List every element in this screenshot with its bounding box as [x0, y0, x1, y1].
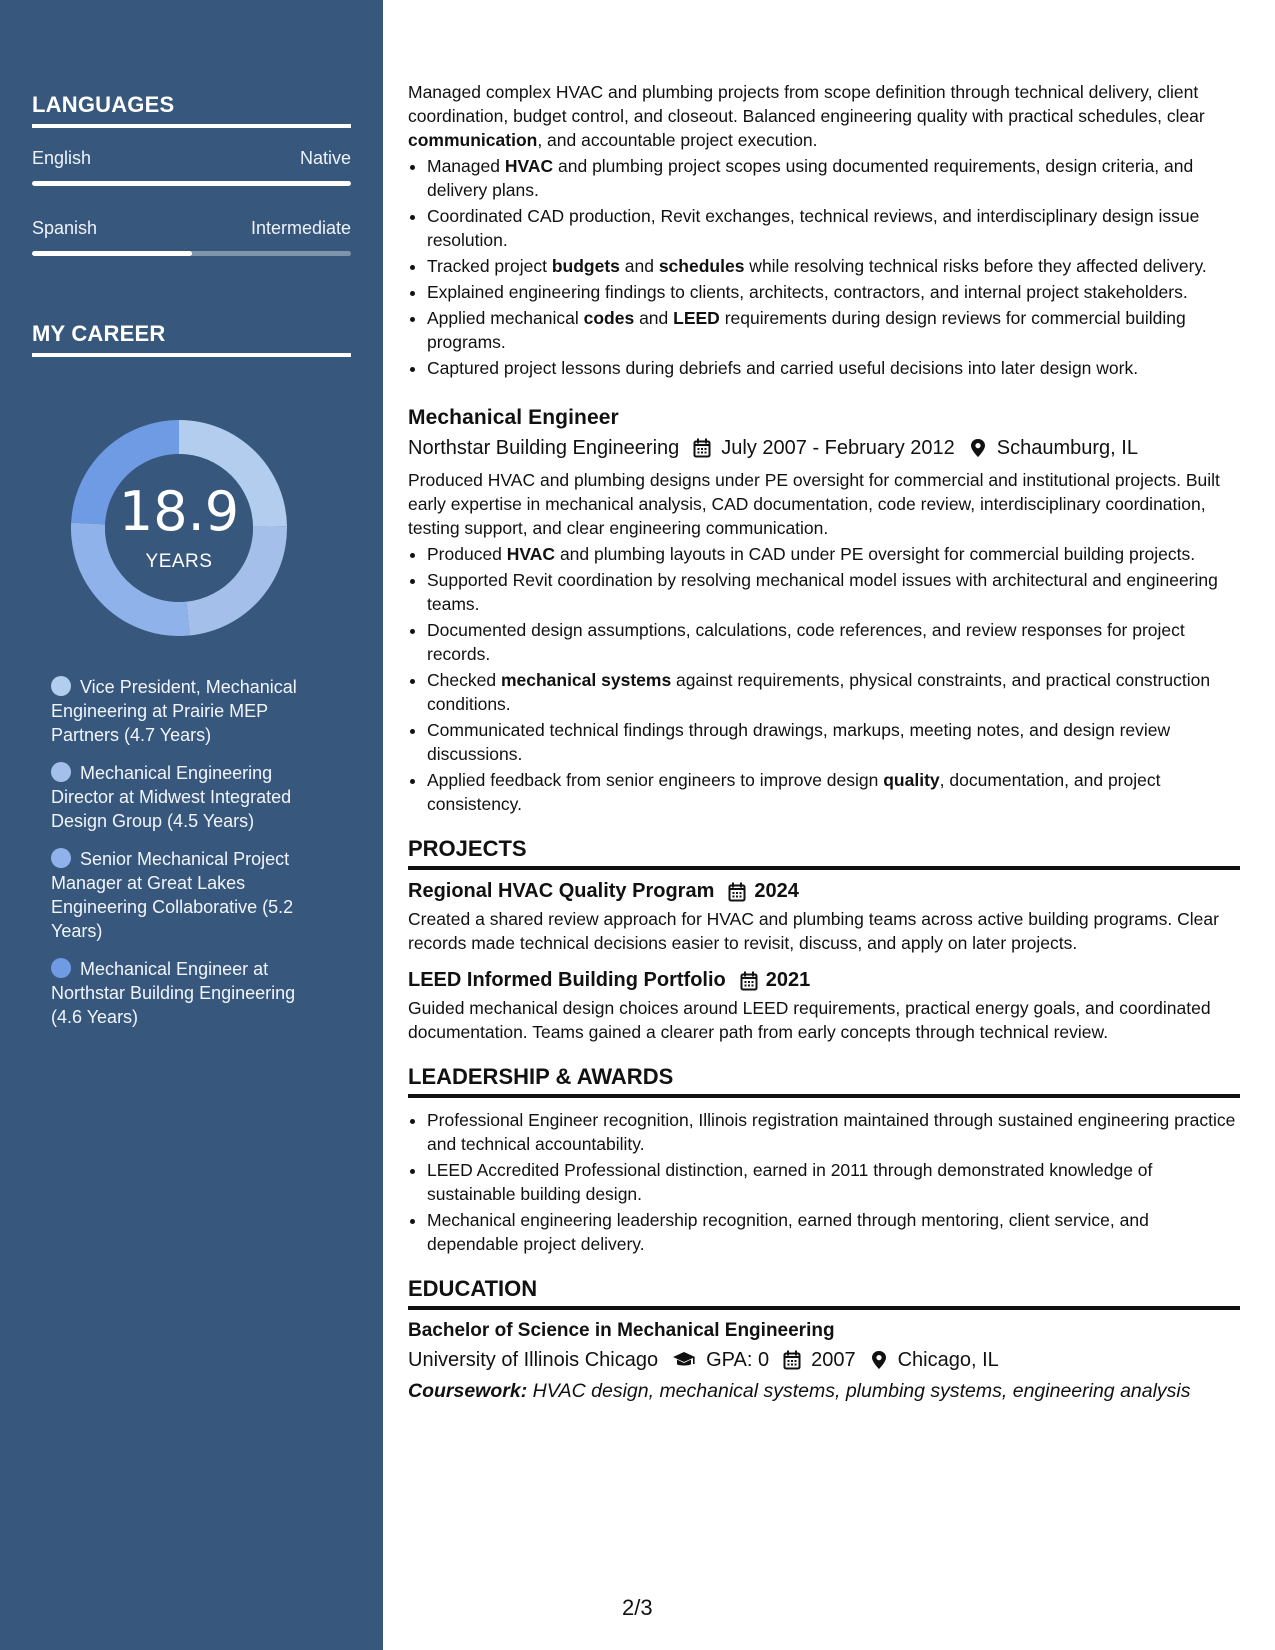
project-year: 2021 — [765, 969, 811, 991]
award-item: • LEED Accredited Professional distinction, earned in 2011 through demonstrated knowledge of sustainable building design. — [427, 1158, 1240, 1206]
project-year: 2024 — [754, 880, 799, 902]
award-item: • Professional Engineer recognition, Illinois registration maintained through sustained engineering practice and technical accountability. — [427, 1108, 1240, 1156]
language-item — [32, 148, 351, 186]
calendar-icon — [783, 1350, 801, 1370]
career-dot — [51, 848, 71, 868]
language-proficiency-bar — [32, 251, 351, 256]
bullet-item: • Explained engineering findings to clients, architects, contractors, and internal project stakeholders. — [427, 280, 1240, 304]
location-pin-icon — [969, 438, 987, 458]
project-title: LEED Informed Building Portfolio — [408, 969, 726, 991]
career-text: Mechanical Engineering Director at Midwest Integrated Design Group (4.5 Years) — [51, 763, 292, 831]
bullet-item: • Tracked project budgets and schedules while resolving technical risks before they affected delivery. — [427, 254, 1240, 278]
bullet-item: • Supported Revit coordination by resolving mechanical model issues with architectural and engineering teams. — [427, 568, 1240, 616]
experience-bullets — [408, 154, 1240, 380]
job-dates: July 2007 - February 2012 — [721, 437, 955, 459]
career-item — [51, 847, 321, 943]
sidebar — [0, 0, 383, 1650]
career-section — [32, 321, 351, 357]
bullet-item: • Applied feedback from senior engineers to improve design quality, documentation, and project consistency. — [427, 768, 1240, 816]
awards-heading: LEADERSHIP & AWARDS — [408, 1064, 1240, 1098]
language-name: Spanish — [32, 218, 98, 238]
education-location: Chicago, IL — [897, 1349, 999, 1371]
language-proficiency-fill — [32, 251, 192, 256]
career-text: Vice President, Mechanical Engineering at Prairie MEP Partners (4.7 Years) — [51, 677, 297, 745]
language-proficiency-fill — [32, 181, 351, 186]
page-number: 2/3 — [622, 1595, 653, 1620]
education-gpa: GPA: 0 — [706, 1349, 770, 1371]
languages-heading: LANGUAGES — [32, 92, 351, 128]
education-coursework — [408, 1380, 1240, 1403]
bullet-item: • Coordinated CAD production, Revit exchanges, technical reviews, and interdisciplinary design issue resolution. — [427, 204, 1240, 252]
education-year: 2007 — [811, 1349, 856, 1371]
coursework-text: HVAC design, mechanical systems, plumbing systems, engineering analysis — [532, 1380, 1191, 1402]
award-item: • Mechanical engineering leadership recognition, earned through mentoring, client service, and dependable project delivery. — [427, 1208, 1240, 1256]
education-degree: Bachelor of Science in Mechanical Engineering — [408, 1320, 835, 1341]
project-entry — [408, 880, 1240, 955]
career-text: Senior Mechanical Project Manager at Great Lakes Engineering Collaborative (5.2 Years) — [51, 849, 294, 941]
bullet-item: • Managed HVAC and plumbing project scopes using documented requirements, design criteria, and delivery plans. — [427, 154, 1240, 202]
language-proficiency-bar — [32, 181, 351, 186]
project-description: Guided mechanical design choices around LEED requirements, practical energy goals, and coordinated documentation. Teams gained a clearer path from early concepts through technical review. — [408, 998, 1211, 1042]
language-level: Native — [299, 148, 351, 168]
career-dot — [51, 958, 71, 978]
career-total-years: 18.9 — [118, 480, 240, 543]
job-summary: Produced HVAC and plumbing designs under PE oversight for commercial and institutional projects. Built early expertise in mechanical analysis, CAD documentation, code review, interdisciplinary coordination, testing support, and clear engineering communication. — [408, 470, 1220, 538]
career-list — [51, 675, 321, 1043]
education-heading: EDUCATION — [408, 1276, 1240, 1310]
education-entry — [408, 1320, 1240, 1403]
career-dot — [51, 762, 71, 782]
language-name: English — [32, 148, 92, 168]
language-item — [32, 218, 351, 256]
career-years-label: YEARS — [145, 551, 213, 572]
projects-heading: PROJECTS — [408, 836, 1240, 870]
bullet-item: • Applied mechanical codes and LEED requirements during design reviews for commercial building programs. — [427, 306, 1240, 354]
bullet-item: • Checked mechanical systems against requirements, physical constraints, and practical construction conditions. — [427, 668, 1240, 716]
career-dot — [51, 676, 71, 696]
career-item — [51, 675, 321, 747]
coursework-label: Coursework: — [408, 1380, 528, 1402]
education-school: University of Illinois Chicago — [408, 1349, 659, 1371]
calendar-icon — [728, 882, 746, 902]
calendar-icon — [740, 971, 758, 991]
job-location: Schaumburg, IL — [996, 437, 1138, 459]
awards-list — [408, 1108, 1240, 1256]
languages-section — [32, 92, 351, 256]
career-item — [51, 957, 321, 1029]
experience-summary: Managed complex HVAC and plumbing projects from scope definition through technical delivery, client coordination, budget control, and closeout. Balanced engineering quality with practical schedules, clear communication, and accountable project execution. — [408, 82, 1205, 150]
career-heading: MY CAREER — [32, 321, 351, 357]
location-pin-icon — [870, 1350, 888, 1370]
graduation-cap-icon — [672, 1350, 696, 1370]
project-description: Created a shared review approach for HVAC and plumbing teams across active building programs. Clear records made technical decisions easier to revisit, discuss, and apply on later projects. — [408, 909, 1219, 953]
career-donut-chart — [66, 415, 292, 641]
bullet-item: • Communicated technical findings through drawings, markups, meeting notes, and design review discussions. — [427, 718, 1240, 766]
job-bullets — [408, 542, 1240, 816]
job-title: Mechanical Engineer — [408, 406, 619, 429]
job-meta — [408, 434, 1240, 462]
career-item — [51, 761, 321, 833]
language-level: Intermediate — [250, 218, 351, 238]
calendar-icon — [693, 438, 711, 458]
bullet-item: • Produced HVAC and plumbing layouts in CAD under PE oversight for commercial building projects. — [427, 542, 1240, 566]
bullet-item: • Documented design assumptions, calculations, code references, and review responses for project records. — [427, 618, 1240, 666]
education-meta — [408, 1346, 1240, 1374]
career-text: Mechanical Engineer at Northstar Building Engineering (4.6 Years) — [51, 959, 296, 1027]
job-entry — [408, 406, 1240, 816]
job-company: Northstar Building Engineering — [408, 437, 680, 459]
main-content — [408, 80, 1240, 1403]
project-title: Regional HVAC Quality Program — [408, 880, 715, 902]
project-entry — [408, 969, 1240, 1044]
bullet-item: • Captured project lessons during debriefs and carried useful decisions into later design work. — [427, 356, 1240, 380]
